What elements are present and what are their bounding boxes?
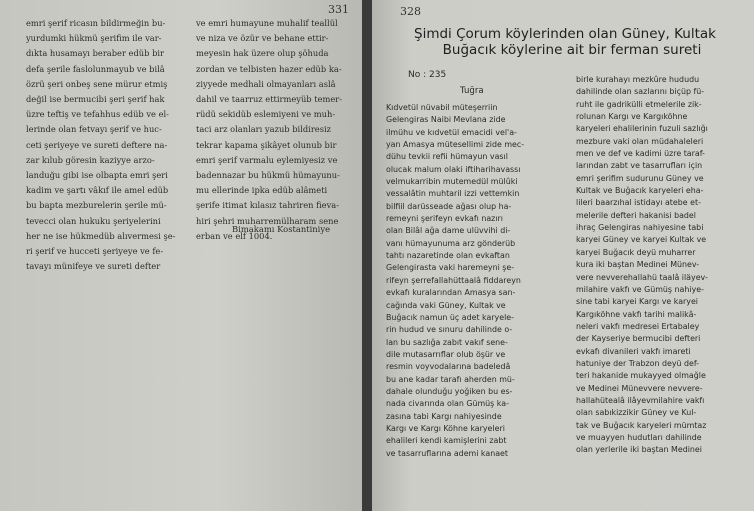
text-line: ihraç Gelengiras nahiyesine tabi (576, 223, 704, 233)
text-line: meyesin hak üzere olup şöhuda (196, 48, 329, 59)
right-text-column-2 (576, 74, 742, 457)
text-line: emri şerifim sudurunu Güney ve (576, 173, 704, 183)
text-line: erban ve elf 1004. (196, 230, 273, 241)
text-line: velmukarribin mutemedül mülûki (386, 177, 518, 187)
text-line: Gelengiras Naibi Mevlana zide (386, 115, 506, 125)
text-line: Buğacık namun üç adet karyele- (386, 312, 514, 322)
text-line: yan Amasya mütesellimi zide mec- (386, 140, 525, 150)
text-line: bu ane kadar tarafı aherden mü- (386, 374, 515, 384)
text-line: men ve def ve kadimi üzre taraf- (576, 149, 705, 159)
text-line: zasına tabi Kargı nahiyesinde (386, 411, 502, 421)
text-line: Gelengirasta vaki haremeyni şe- (386, 263, 515, 273)
text-line: lerinde olan fetvayı şerif ve huc- (26, 124, 162, 135)
signature-place: Bimakamı Kostantiniye (232, 224, 331, 234)
text-line: lan bu sazlığa zabıt vakıf sene- (386, 337, 508, 347)
document-number: No : 235 (408, 70, 447, 80)
text-line: resmin voyvodalarına badeledâ (386, 362, 511, 372)
text-line: zordan ve telbisten hazer edüb ka- (196, 63, 342, 74)
text-line: tavayı münifeye ve sureti defter (26, 261, 161, 272)
text-line: her ne ise hükmedüb alıvermesi şe- (26, 230, 176, 241)
text-line: ziyyede medhali olmayanları aslâ (196, 78, 336, 89)
text-line: ve emri humayune muhalif teallül (196, 18, 338, 28)
title-line-1: Şimdi Çorum köylerinden olan Güney, Kultak (414, 26, 716, 42)
book-gutter (362, 0, 372, 511)
text-line: olucak malum olaki iftiharihavassı (386, 164, 521, 174)
text-line: landuğu gibi ise olbapta emri şeri (26, 170, 168, 181)
text-line: hatuniye der Trabzon deyü def- (576, 358, 700, 368)
text-line: defa şerile faslolunmayub ve bilâ (26, 63, 165, 74)
text-line: evkafı kuralarından Amasya san- (386, 288, 516, 298)
text-line: milahire vakfı ve Gümüş nahiye- (576, 284, 704, 294)
text-line: tak ve Buğacık karyeleri mümtaz (576, 420, 707, 430)
text-line: Kultak ve Buğacık karyeleri eha- (576, 186, 704, 196)
text-line: dühu tevkii refii hümayun vasıl (386, 152, 508, 162)
text-line: zar kılub göresin kaziyye arzo- (26, 154, 155, 165)
text-line: ve muayyen hudutları dahilinde (576, 432, 702, 442)
text-line: kadim ve şartı vâkıf ile amel edüb (26, 185, 169, 196)
text-line: remeyni şerifeyn evkafı nazırı (386, 214, 503, 224)
text-line: emri şerif ricasın bildirmeğin bu- (26, 18, 166, 28)
left-text-column-2 (196, 16, 342, 244)
text-line: cağında vaki Güney, Kultak ve (386, 300, 506, 310)
text-line: rüdü sekidüb eslemiyeni ve muh- (196, 109, 336, 120)
text-line: ve niza ve özür ve behane ettir- (196, 33, 329, 44)
left-text-column-1 (26, 16, 176, 274)
text-line: karyei Güney ve karyei Kultak ve (576, 235, 707, 245)
left-page (0, 0, 362, 511)
tugra-label: Tuğra (460, 86, 484, 96)
text-line: ri şerif ve hucceti şeriyeye ve fe- (26, 246, 164, 257)
right-text-column-1 (386, 102, 568, 460)
text-line: ve tasarruflarına ademi kanaet (386, 448, 508, 458)
text-line: şerife itimat kılasız tahriren fieva- (196, 200, 340, 211)
text-line: teri hakanide mukayyed olmağle (576, 371, 706, 381)
text-line: özrü şeri onbeş sene mürur etmiş (26, 78, 168, 89)
text-line: kura iki baştan Medinei Münev- (576, 260, 700, 270)
text-line: değil ise bermucibi şeri şerif hak (26, 94, 165, 105)
text-line: bu bapta mezburelerin şerile mü- (26, 200, 167, 211)
text-line: lileri baarzıhal istidayı atebe et- (576, 198, 701, 208)
text-line: vere nevverehallahü taalâ iläyev- (576, 272, 708, 282)
text-line: badennazar bu hükmü hümayunu- (196, 170, 340, 181)
text-line: olan Bilâl ağa dame ulüvvihi di- (386, 226, 511, 236)
text-line: melerile defteri hakanisi badel (576, 210, 696, 220)
text-line: karyeleri ehalilerinin fuzuli sazlığı (576, 124, 708, 134)
text-line: olan sabıkizzikir Güney ve Kul- (576, 408, 697, 418)
page-title (390, 26, 740, 58)
left-page-number: 331 (328, 3, 349, 16)
text-line: karyei Buğacık deyü muharrer (576, 247, 696, 257)
title-line-2: Buğacık köylerine ait bir ferman sureti (442, 42, 702, 58)
text-line: hallahütealâ ilâyevmilahire vakfı (576, 395, 705, 405)
text-line: nada civarında olan Gümüş ka- (386, 399, 509, 409)
text-line: Kargı ve Kargı Köhne karyeleri (386, 423, 505, 433)
text-line: dahil ve taarruz ettirmeyüb temer- (196, 94, 342, 105)
text-line: vessalâtin muhtaril izzi vettemkin (386, 189, 520, 199)
text-line: neleri vakfı medresei Ertabaley (576, 321, 700, 331)
right-page (372, 0, 754, 511)
text-line: tevecci olan hukuku şeriyelerini (26, 215, 161, 226)
text-line: tekrar kapama şikâyet olunub bir (196, 139, 337, 150)
text-line: vanı hümayunuma arz gönderüb (386, 238, 516, 248)
text-line: evkafı divanileri vakfı imareti (576, 346, 691, 356)
text-line: larından zabt ve tasarrufları için (576, 161, 703, 171)
text-line: dıkta husamayı beraber edüb bir (26, 48, 164, 59)
text-line: üzre teftiş ve tefahhus edüb ve el- (26, 109, 169, 120)
text-line: Kıdvetül nüvabil müteşerriin (386, 103, 498, 112)
text-line: hiri şehri muharremülharam sene (196, 215, 339, 226)
text-line: sine tabi karyei Kargı ve karyei (576, 297, 698, 307)
text-line: tahtı nazaretinde olan evkaftan (386, 251, 510, 261)
text-line: ruht ile gadrikülli etmelerile zik- (576, 99, 702, 109)
text-line: der Kayseriye bermucibi defteri (576, 334, 701, 344)
text-line: mu ellerinde ipka edüb alâmeti (196, 185, 328, 196)
text-line: olan yerlerile iki baştan Medinei (576, 445, 702, 455)
text-line: rifeyn şerrefallahüttaalâ fiddareyn (386, 275, 521, 285)
text-line: Kargıköhne vakfı tarihi malikâ- (576, 309, 697, 319)
text-line: dahale olunduğu yoğiken bu es- (386, 386, 513, 396)
text-line: dahilinde olan sazlarını biçüp fü- (576, 87, 705, 97)
text-line: yurdumki hükmü şerifim ile var- (26, 33, 162, 44)
text-line: dile mutasarrıflar olub öşür ve (386, 349, 506, 359)
text-line: ehalileri kendi kamişlerini zabt (386, 436, 507, 446)
text-line: mezbure vaki olan müdahaleleri (576, 136, 704, 146)
text-line: taci arz olanları yazub bildiresiz (196, 124, 331, 135)
text-line: ve Medinei Münevvere nevvere- (576, 383, 703, 393)
text-line: bilfiil darüsseade ağası olup ha- (386, 201, 512, 211)
text-line: rolunan Kargı ve Kargıköhne (576, 112, 688, 122)
right-page-number: 328 (400, 5, 421, 18)
text-line: ilmühu ve kıdvetül emacidi vel'a- (386, 127, 517, 137)
text-line: ceti şeriyeye ve sureti deftere na- (26, 139, 168, 150)
text-line: rin hudud ve sınuru dahilinde o- (386, 325, 513, 335)
text-line: birle kurahayı mezkûre hududu (576, 75, 700, 84)
text-line: emri şerif varmalu eylemiyesiz ve (196, 154, 338, 165)
